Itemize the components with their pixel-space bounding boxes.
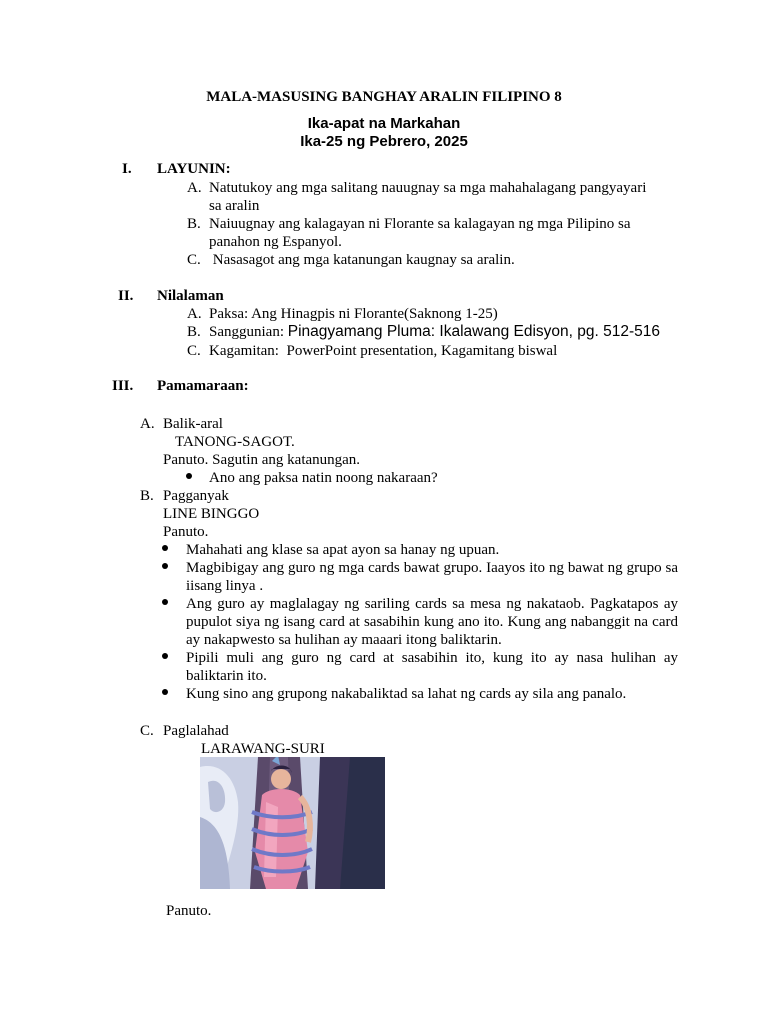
balik-aral-activity: TANONG-SAGOT. — [175, 434, 295, 450]
section1-heading: LAYUNIN: — [157, 161, 231, 177]
pagganyak-bullet-3: Ang guro ay maglalagay ng sariling cards sa mesa ng nakataob. Pagkatapos ay pupulot siya ng isang card at sasabihin kung ano ito. Kung ang nabanggit na card ay nakapwesto sa hulihan ay maaari itong baliktarin. — [186, 596, 678, 648]
section2-heading: Nilalaman — [157, 288, 224, 304]
pagganyak-bullet-5: Kung sino ang grupong nakabaliktad sa lahat ng cards ay sila ang panalo. — [186, 686, 627, 702]
objective-b-line1: Naiuugnay ang kalagayan ni Florante sa kalagayan ng mga Pilipino sa — [209, 216, 631, 232]
balik-aral-letter: A. — [140, 416, 155, 432]
section3-heading: Pamamaraan: — [157, 378, 249, 394]
bullet-dot — [186, 473, 192, 479]
content-a-letter: A. — [187, 306, 202, 322]
pagganyak-instruction: Panuto. — [163, 524, 209, 540]
balik-aral-instruction: Panuto. Sagutin ang katanungan. — [163, 452, 361, 468]
content-b-letter: B. — [187, 324, 201, 340]
objective-b-line2: panahon ng Espanyol. — [209, 234, 342, 250]
objective-a-line1: Natutukoy ang mga salitang nauugnay sa mga mahahalagang pangyayari — [209, 180, 647, 196]
objective-b-letter: B. — [187, 216, 201, 232]
content-b-line — [209, 323, 660, 341]
content-b-text: Pinagyamang Pluma: Ikalawang Edisyon, pg. 512-516 — [287, 323, 660, 340]
pagganyak-bullet-1: Mahahati ang klase sa apat ayon sa hanay ng upuan. — [186, 542, 500, 558]
pagganyak-label: Pagganyak — [163, 488, 229, 504]
content-c-text: Kagamitan: PowerPoint presentation, Kagamitang biswal — [209, 343, 558, 359]
bullet-dot — [162, 653, 168, 659]
paglalahad-letter: C. — [140, 723, 154, 739]
objective-c-line1: Nasasagot ang mga katanungan kaugnay sa aralin. — [209, 252, 515, 268]
section3-numeral: III. — [112, 378, 134, 394]
objective-a-letter: A. — [187, 180, 202, 196]
bullet-dot — [162, 563, 168, 569]
date-label: Ika-25 ng Pebrero, 2025 — [300, 133, 468, 150]
quarter-label: Ika-apat na Markahan — [307, 115, 461, 132]
pagganyak-bullet-4: Pipili muli ang guro ng card at sasabihin ito, kung ito ay nasa hulihan ay baliktarin ito. — [186, 650, 678, 684]
document-title: MALA-MASUSING BANGHAY ARALIN FILIPINO 8 — [206, 89, 562, 105]
bullet-dot — [162, 545, 168, 551]
section1-numeral: I. — [122, 161, 132, 177]
bullet-dot — [162, 689, 168, 695]
balik-aral-bullet: Ano ang paksa natin noong nakaraan? — [209, 470, 438, 486]
pagganyak-activity: LINE BINGGO — [163, 506, 260, 522]
paglalahad-instruction: Panuto. — [166, 903, 212, 919]
pagganyak-letter: B. — [140, 488, 154, 504]
paglalahad-label: Paglalahad — [163, 723, 229, 739]
section2-numeral: II. — [118, 288, 134, 304]
florante-illustration — [200, 757, 385, 889]
content-c-letter: C. — [187, 343, 201, 359]
content-a-text: Paksa: Ang Hinagpis ni Florante(Saknong 1-25) — [209, 306, 498, 322]
content-b-label: Sanggunian: — [209, 324, 288, 340]
paglalahad-activity: LARAWANG-SURI — [201, 741, 325, 757]
bullet-dot — [162, 599, 168, 605]
balik-aral-label: Balik-aral — [163, 416, 223, 432]
objective-c-letter: C. — [187, 252, 201, 268]
pagganyak-bullet-2: Magbibigay ang guro ng mga cards bawat grupo. Iaayos ito ng bawat ng grupo sa iisang linya . — [186, 560, 678, 594]
objective-a-line2: sa aralin — [209, 198, 260, 214]
